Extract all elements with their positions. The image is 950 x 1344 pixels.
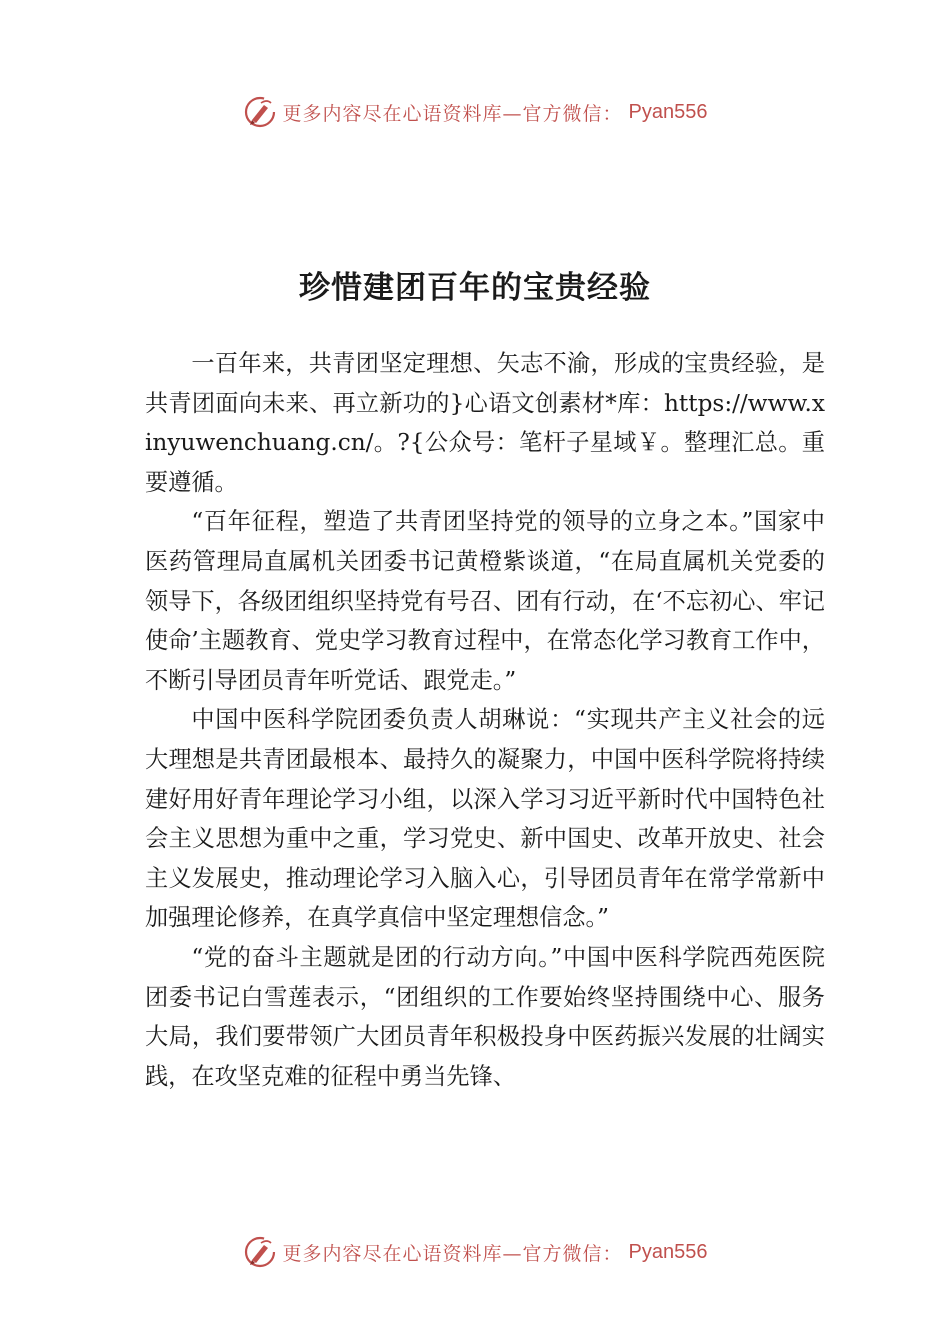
banner-text: 更多内容尽在心语资料库—官方微信：: [282, 1242, 623, 1265]
header-banner: [0, 92, 950, 132]
pen-logo-icon: [243, 95, 277, 129]
article-title: 珍惜建团百年的宝贵经验: [299, 270, 651, 306]
pen-logo-icon: [243, 1235, 277, 1269]
footer-banner: [0, 1232, 950, 1272]
banner-text: 更多内容尽在心语资料库—官方微信：: [282, 102, 623, 125]
paragraph-3: 中国中医科学院团委负责人胡琳说：“实现共产主义社会的远大理想是共青团最根本、最持久的凝聚力，中国中医科学院将持续建好用好青年理论学习小组，以深入学习习近平新时代中国特色社会主义思想为重中之重，学习党史、新中国史、改革开放史、社会主义发展史，推动理论学习入脑入心，引导团员青年在常学常新中加强理论修养，在真学真信中坚定理想信念。”: [145, 706, 825, 932]
paragraph-1: 一百年来，共青团坚定理想、矢志不渝，形成的宝贵经验，是共青团面向未来、再立新功的}心语文创素材*库：https://www.xinyuwenchuang.cn/。?{公众号：笔杆子星域￥。整理汇总。重要遵循。: [145, 350, 825, 496]
article-body: [145, 344, 825, 1096]
banner-wechat-id: Pyan556: [628, 100, 708, 123]
paragraph-2: “百年征程，塑造了共青团坚持党的领导的立身之本。”国家中医药管理局直属机关团委书记黄橙紫谈道，“在局直属机关党委的领导下，各级团组织坚持党有号召、团有行动，在‘不忘初心、牢记使命’主题教育、党史学习教育过程中，在常态化学习教育工作中，不断引导团员青年听党话、跟党走。”: [145, 508, 825, 694]
paragraph-4: “党的奋斗主题就是团的行动方向。”中国中医科学院西苑医院团委书记白雪莲表示，“团组织的工作要始终坚持围绕中心、服务大局，我们要带领广大团员青年积极投身中医药振兴发展的壮阔实践，在攻坚克难的征程中勇当先锋、: [145, 943, 825, 1090]
banner-wechat-id: Pyan556: [628, 1240, 708, 1263]
